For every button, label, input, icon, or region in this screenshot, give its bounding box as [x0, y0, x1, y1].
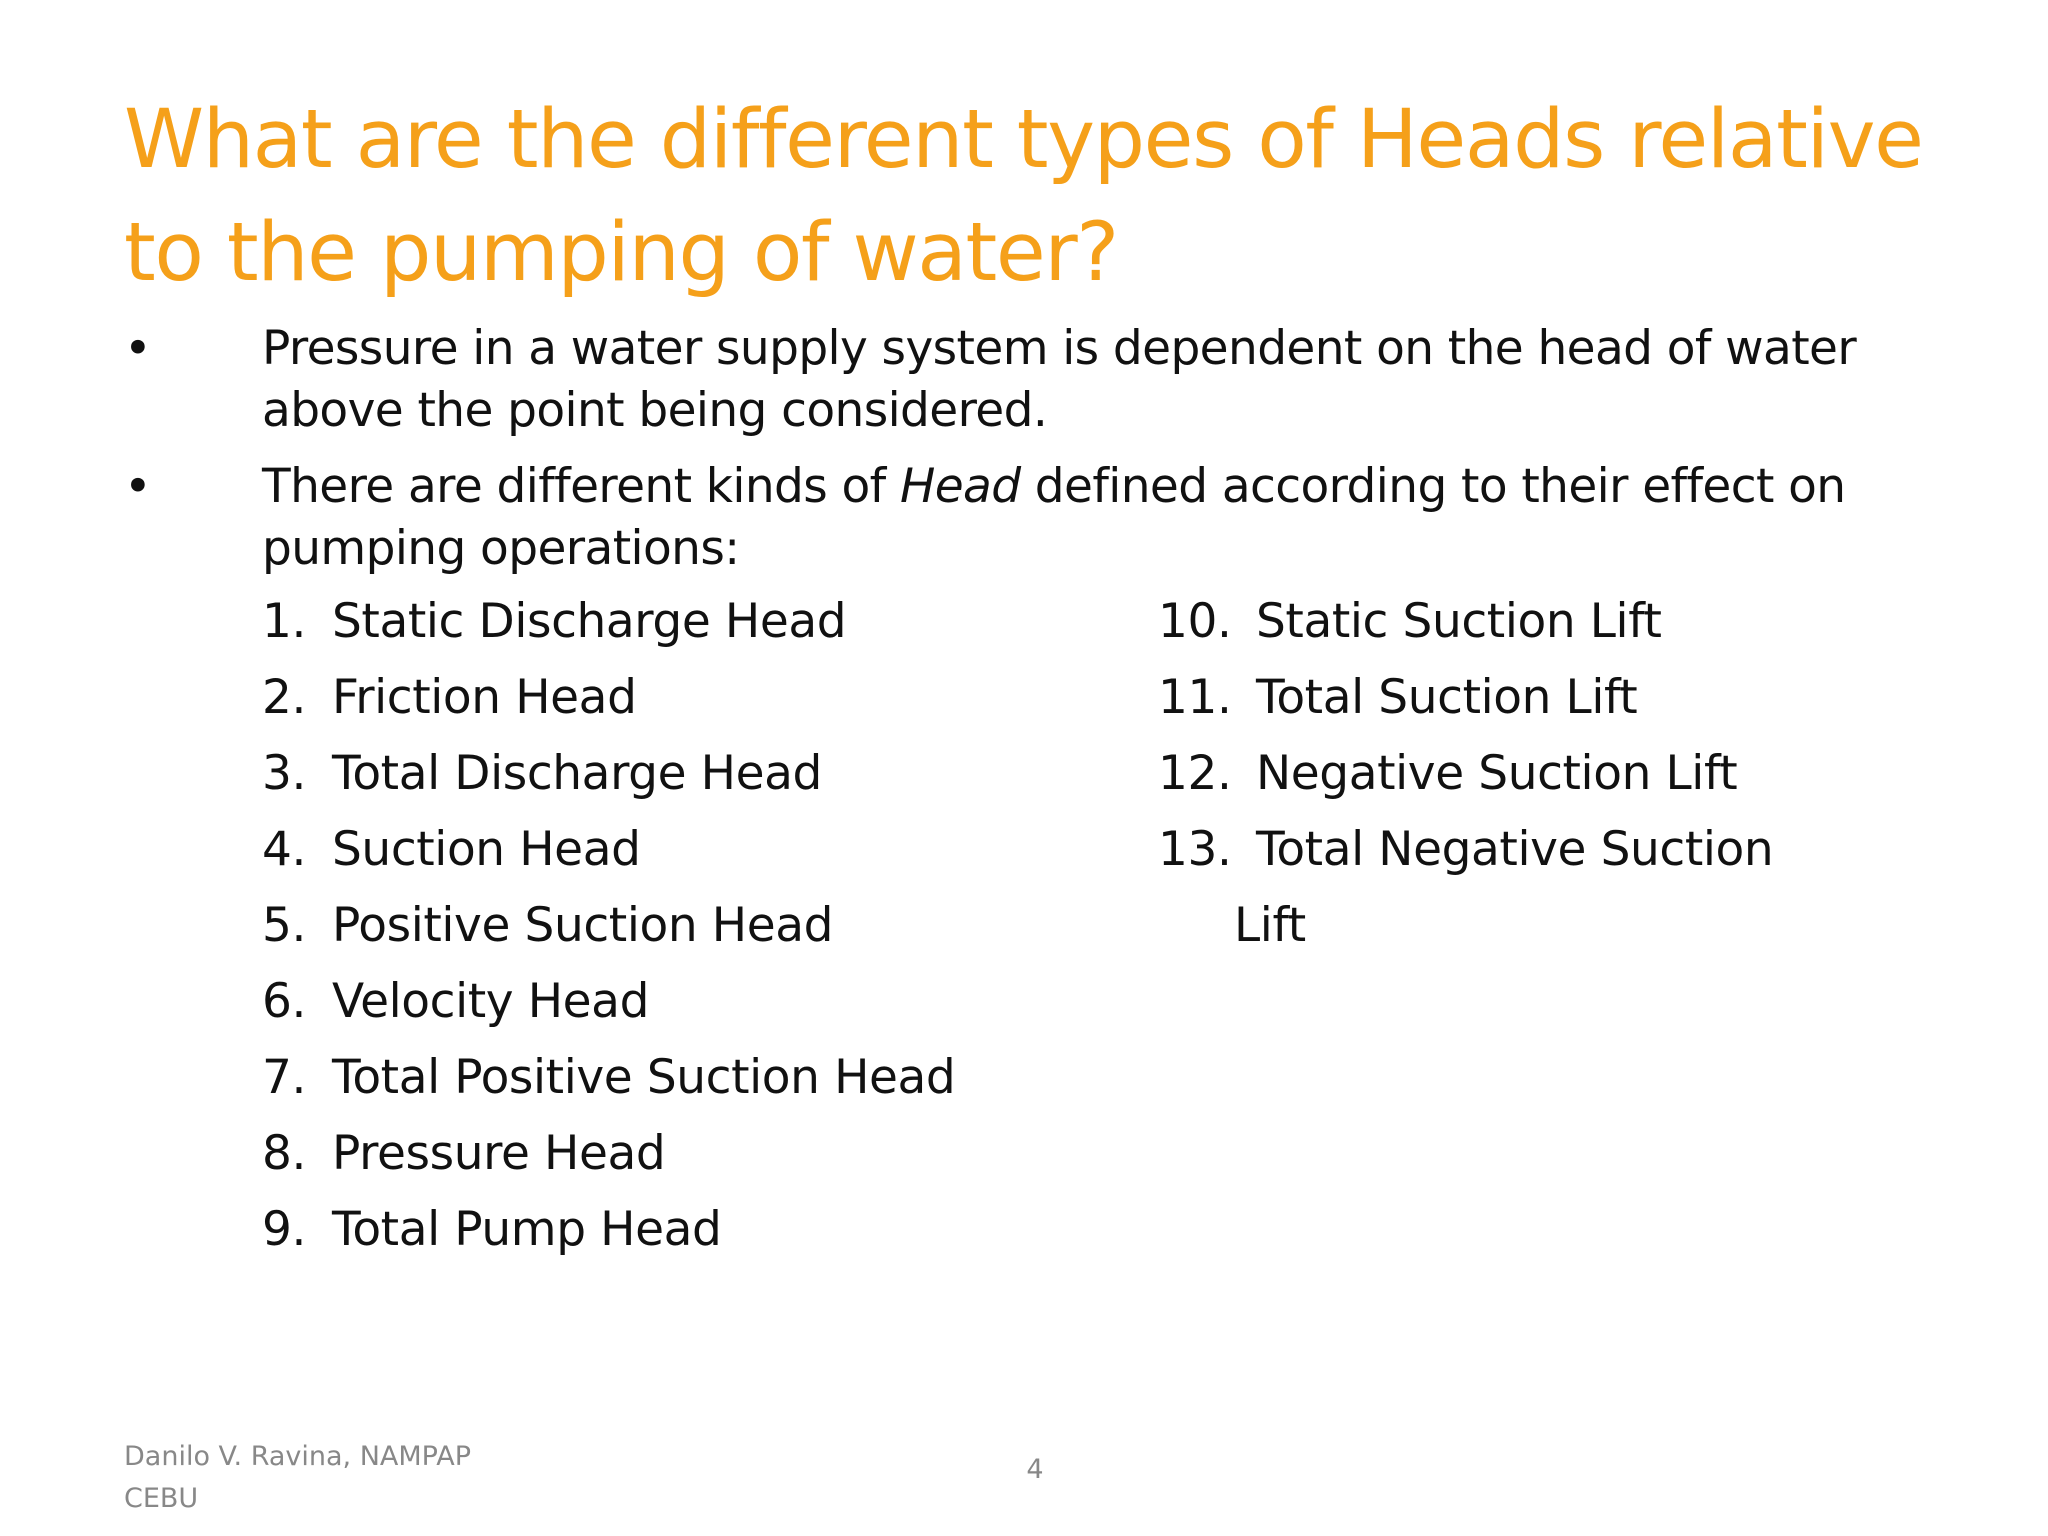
list-item — [262, 1116, 955, 1192]
list-label: Static Discharge Head — [332, 594, 847, 649]
list-number: 10. — [1158, 594, 1232, 649]
list-item — [262, 584, 955, 660]
list-number: 3. — [262, 746, 307, 801]
list-number: 9. — [262, 1202, 307, 1257]
bullet-emphasis: Head — [899, 459, 1021, 514]
bullet-marker: • — [124, 459, 152, 514]
bullet-item — [124, 318, 2004, 442]
list-label: Total Pump Head — [332, 1202, 722, 1257]
bullet-text-part: defined according to their effect on pumping operations: — [262, 459, 1846, 576]
list-label: Positive Suction Head — [332, 898, 834, 953]
list-item — [1158, 736, 1773, 812]
bullet-list — [124, 318, 2004, 594]
list-number: 2. — [262, 670, 307, 725]
list-number: 6. — [262, 974, 307, 1029]
list-number: 12. — [1158, 746, 1232, 801]
list-item — [262, 736, 955, 812]
list-label: Friction Head — [332, 670, 637, 725]
list-label: Static Suction Lift — [1256, 594, 1662, 649]
list-item — [1158, 660, 1773, 736]
bullet-item — [124, 456, 2004, 580]
list-label: Total Suction Lift — [1256, 670, 1638, 725]
list-number: 11. — [1158, 670, 1232, 725]
list-label: Velocity Head — [332, 974, 650, 1029]
list-number: 4. — [262, 822, 307, 877]
slide-title: What are the different types of Heads relative to the pumping of water? — [124, 93, 1923, 300]
page-number: 4 — [1026, 1454, 1044, 1485]
list-item — [262, 888, 955, 964]
footer-author: Danilo V. Ravina, NAMPAP CEBU — [124, 1441, 471, 1514]
list-number: 8. — [262, 1126, 307, 1181]
list-label: Total Discharge Head — [332, 746, 822, 801]
list-item — [1158, 812, 1773, 964]
list-item — [262, 1040, 955, 1116]
list-item — [262, 812, 955, 888]
list-number: 5. — [262, 898, 307, 953]
bullet-text — [262, 321, 1856, 438]
list-label-continuation: Lift — [1234, 898, 1306, 953]
list-item — [262, 1192, 955, 1268]
list-label: Total Positive Suction Head — [332, 1050, 956, 1105]
bullet-text-part: There are different kinds of — [262, 459, 900, 514]
list-item — [1158, 584, 1773, 660]
bullet-text-part: Pressure in a water supply system is dependent on the head of water above the point being considered. — [262, 321, 1857, 438]
list-item — [262, 660, 955, 736]
bullet-text — [262, 459, 1845, 576]
list-label: Total Negative Suction — [1256, 822, 1774, 877]
list-number: 1. — [262, 594, 307, 649]
list-label: Negative Suction Lift — [1256, 746, 1738, 801]
list-label: Pressure Head — [332, 1126, 666, 1181]
head-types-list-left — [262, 584, 955, 1268]
list-number: 13. — [1158, 822, 1232, 877]
list-item — [262, 964, 955, 1040]
list-label: Suction Head — [332, 822, 641, 877]
bullet-marker: • — [124, 321, 152, 376]
head-types-list-right — [1158, 584, 1773, 964]
list-number: 7. — [262, 1050, 307, 1105]
